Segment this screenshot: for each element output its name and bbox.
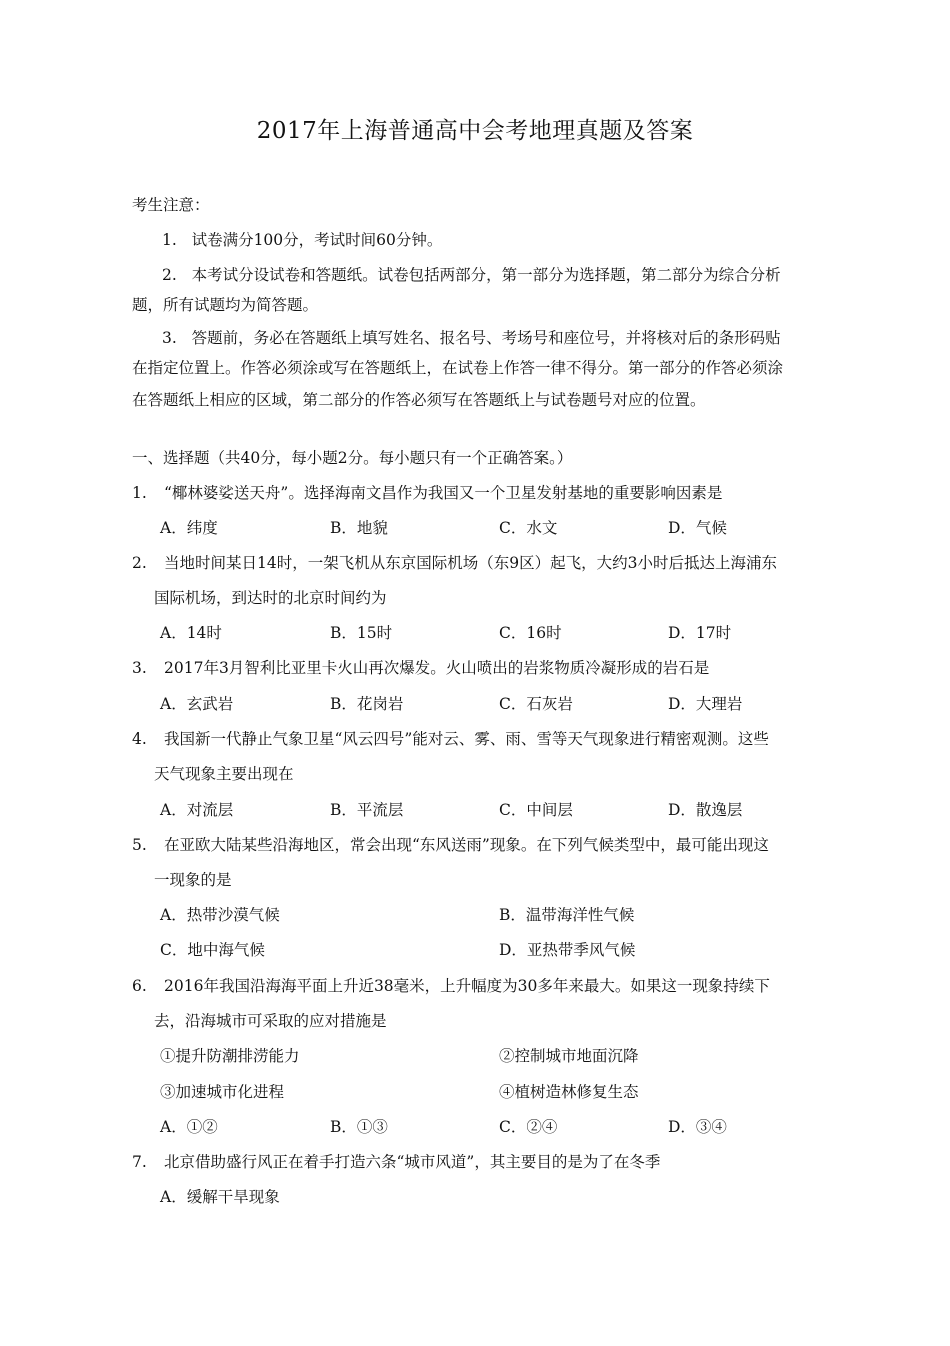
question-number: 6. — [132, 977, 147, 995]
question-4-cont: 天气现象主要出现在 — [154, 765, 294, 783]
notice-item-2-cont: 题，所有试题均为简答题。 — [132, 296, 319, 314]
option-d: D．气候 — [668, 519, 727, 537]
option-d: D．17时 — [668, 624, 732, 642]
option-c: C．②④ — [499, 1118, 558, 1136]
question-6-cont: 去，沿海城市可采取的应对措施是 — [154, 1012, 387, 1030]
option-c: C．16时 — [499, 624, 562, 642]
option-b: B．15时 — [330, 624, 393, 642]
question-text: 2017年3月智利比亚里卡火山再次爆发。火山喷出的岩浆物质冷凝形成的岩石是 — [164, 659, 710, 677]
option-c: C．中间层 — [499, 801, 573, 819]
question-5-cont: 一现象的是 — [154, 871, 232, 889]
page-title: 2017年上海普通高中会考地理真题及答案 — [256, 118, 694, 144]
sub-option-2: ②控制城市地面沉降 — [499, 1047, 639, 1065]
question-number: 1. — [132, 484, 147, 502]
question-5 — [132, 835, 769, 855]
question-text: “椰林婆娑送天舟”。选择海南文昌作为我国又一个卫星发射基地的重要影响因素是 — [164, 484, 723, 502]
question-7 — [132, 1152, 660, 1172]
option-b: B．①③ — [330, 1118, 388, 1136]
option-a: A．热带沙漠气候 — [160, 906, 280, 924]
question-number: 5. — [132, 836, 147, 854]
question-2 — [132, 553, 777, 573]
option-d: D．大理岩 — [668, 695, 743, 713]
sub-option-4: ④植树造林修复生态 — [499, 1083, 639, 1101]
notice-item-2: 2. 本考试分设试卷和答题纸。试卷包括两部分，第一部分为选择题，第二部分为综合分析 — [162, 266, 781, 284]
question-text: 在亚欧大陆某些沿海地区，常会出现“东风送雨”现象。在下列气候类型中，最可能出现这 — [164, 836, 769, 854]
option-b: B．地貌 — [330, 519, 388, 537]
option-a: A．玄武岩 — [160, 695, 234, 713]
option-a: A．缓解干旱现象 — [160, 1188, 280, 1206]
question-4 — [132, 729, 769, 749]
notice-item-3-cont1: 在指定位置上。作答必须涂或写在答题纸上，在试卷上作答一律不得分。第一部分的作答必须涂 — [132, 359, 784, 377]
option-c: C．地中海气候 — [160, 941, 265, 959]
notice-heading: 考生注意： — [132, 196, 210, 214]
question-1 — [132, 483, 722, 503]
sub-option-1: ①提升防潮排涝能力 — [160, 1047, 300, 1065]
notice-item-1: 1. 试卷满分100分，考试时间60分钟。 — [162, 231, 443, 249]
sub-option-3: ③加速城市化进程 — [160, 1083, 285, 1101]
option-b: B．花岗岩 — [330, 695, 404, 713]
option-d: D．散逸层 — [668, 801, 743, 819]
question-number: 2. — [132, 554, 147, 572]
question-text: 我国新一代静止气象卫星“风云四号”能对云、雾、雨、雪等天气现象进行精密观测。这些 — [164, 730, 769, 748]
option-b: B．温带海洋性气候 — [499, 906, 635, 924]
option-d: D．亚热带季风气候 — [499, 941, 636, 959]
option-a: A．对流层 — [160, 801, 234, 819]
section-heading: 一、选择题（共40分，每小题2分。每小题只有一个正确答案。） — [132, 449, 573, 467]
notice-item-3: 3. 答题前，务必在答题纸上填写姓名、报名号、考场号和座位号，并将核对后的条形码贴 — [162, 329, 781, 347]
option-c: C．水文 — [499, 519, 558, 537]
option-a: A．纬度 — [160, 519, 218, 537]
question-3 — [132, 658, 709, 678]
option-d: D．③④ — [668, 1118, 727, 1136]
option-a: A．①② — [160, 1118, 218, 1136]
option-a: A．14时 — [160, 624, 222, 642]
notice-item-3-cont2: 在答题纸上相应的区域，第二部分的作答必须写在答题纸上与试卷题号对应的位置。 — [132, 391, 706, 409]
question-text: 北京借助盛行风正在着手打造六条“城市风道”，其主要目的是为了在冬季 — [164, 1153, 661, 1171]
question-2-cont: 国际机场，到达时的北京时间约为 — [154, 589, 387, 607]
question-number: 4. — [132, 730, 147, 748]
question-6 — [132, 976, 770, 996]
option-c: C．石灰岩 — [499, 695, 573, 713]
question-text: 当地时间某日14时，一架飞机从东京国际机场（东9区）起飞，大约3小时后抵达上海浦东 — [164, 554, 777, 572]
option-b: B．平流层 — [330, 801, 404, 819]
question-text: 2016年我国沿海海平面上升近38毫米，上升幅度为30多年来最大。如果这一现象持续下 — [164, 977, 770, 995]
question-number: 3. — [132, 659, 147, 677]
question-number: 7. — [132, 1153, 147, 1171]
